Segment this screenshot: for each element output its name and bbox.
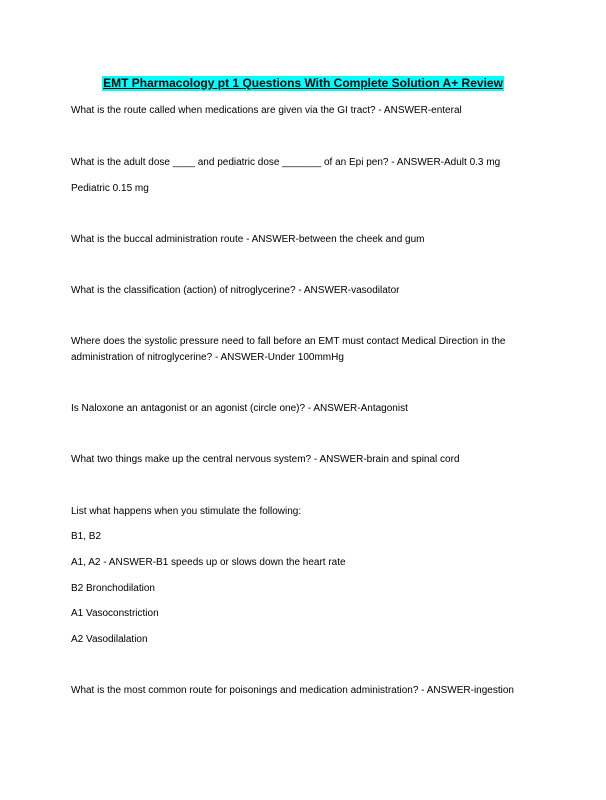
question-line: List what happens when you stimulate the following:: [71, 506, 302, 517]
list-line: A2 Vasodilalation: [71, 634, 148, 645]
answer-continuation-line: Pediatric 0.15 mg: [71, 183, 149, 194]
question-line: Is Naloxone an antagonist or an agonist (circle one)? - ANSWER-Antagonist: [71, 403, 408, 414]
question-line: What two things make up the central nervous system? - ANSWER-brain and spinal cord: [71, 454, 460, 465]
question-continuation-line: administration of nitroglycerine? - ANSWER-Under 100mmHg: [71, 352, 344, 363]
question-line: What is the most common route for poisonings and medication administration? - ANSWER-ingestion: [71, 685, 514, 696]
list-line: B2 Bronchodilation: [71, 583, 155, 594]
question-line: What is the buccal administration route - ANSWER-between the cheek and gum: [71, 234, 425, 245]
question-line: What is the route called when medications are given via the GI tract? - ANSWER-enteral: [71, 105, 462, 116]
list-line: B1, B2: [71, 531, 102, 542]
list-line: A1 Vasoconstriction: [71, 608, 159, 619]
document-title: EMT Pharmacology pt 1 Questions With Complete Solution A+ Review: [103, 76, 503, 90]
question-line: Where does the systolic pressure need to fall before an EMT must contact Medical Direction in the: [71, 336, 506, 347]
question-line: What is the adult dose ____ and pediatric dose _______ of an Epi pen? - ANSWER-Adult 0.3 mg: [71, 157, 501, 168]
title-container: [0, 74, 606, 92]
question-line: What is the classification (action) of nitroglycerine? - ANSWER-vasodilator: [71, 285, 400, 296]
list-line: A1, A2 - ANSWER-B1 speeds up or slows down the heart rate: [71, 557, 346, 568]
